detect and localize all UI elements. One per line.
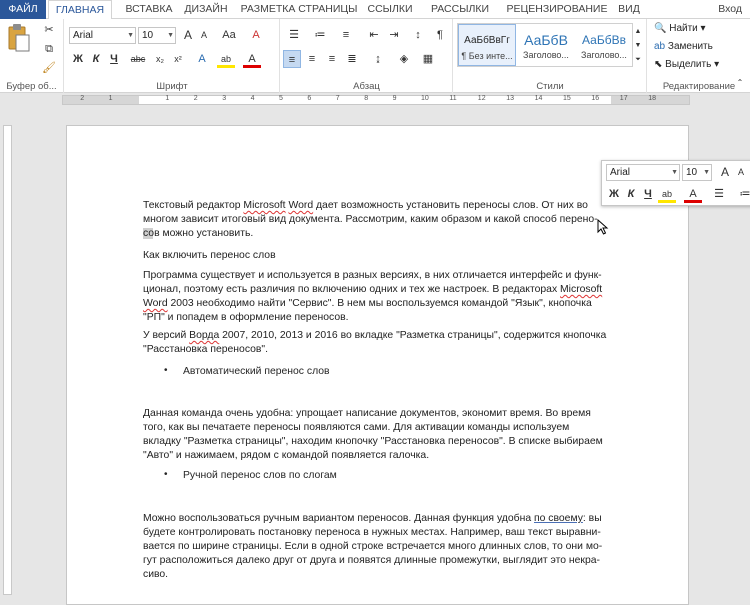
tab-design[interactable]: ДИЗАЙН (184, 3, 228, 15)
ruler-number: 13 (506, 95, 514, 102)
superscript-button[interactable]: x² (174, 54, 182, 64)
font-label: Шрифт (156, 81, 188, 92)
ruler-number: 8 (364, 95, 369, 102)
vertical-ruler (0, 107, 14, 590)
ruler-left-margin (63, 96, 139, 104)
justify-icon[interactable]: ≣ (347, 53, 357, 65)
ruler-number: 2 (80, 95, 85, 102)
vertical-ruler-track[interactable] (3, 125, 12, 595)
search-icon: 🔍 (654, 23, 667, 34)
underline-button[interactable]: Ч (110, 53, 118, 65)
style-heading1-name: Заголово... (523, 50, 569, 60)
select-label: Выделить (665, 59, 712, 70)
text-line: многом зависит итоговый вид документа. Рассмотрим, каким образом и какой способ перено- (143, 214, 598, 225)
grammar-flag-phrase[interactable]: по своему (534, 513, 583, 524)
ruler-number: 18 (648, 95, 656, 102)
decrease-indent-icon[interactable]: ⇤ (369, 29, 379, 41)
paragraph-1[interactable] (143, 199, 615, 241)
styles-label: Стили (536, 81, 564, 92)
ruler-number: 5 (279, 95, 283, 102)
paste-button[interactable] (6, 23, 32, 63)
tab-references[interactable]: ССЫЛКИ (367, 3, 413, 15)
ribbon-tab-bar (0, 0, 750, 19)
text-line: вается по ширине страницы. Если в одной строке встречается много длинных слов, то они мо- (143, 541, 603, 552)
paragraph-3[interactable] (143, 329, 615, 357)
bullet-item-auto[interactable]: Автоматический перенос слов (183, 366, 330, 377)
bullet-marker: • (164, 469, 168, 480)
ruler-number: 12 (477, 95, 486, 102)
tab-home[interactable]: ГЛАВНАЯ (48, 0, 112, 20)
chevron-down-icon: ▼ (703, 169, 710, 176)
styles-group (454, 19, 647, 93)
mini-underline-button[interactable]: Ч (644, 188, 652, 200)
mini-grow-font-icon[interactable]: A (720, 165, 729, 179)
font-group (65, 19, 280, 93)
document-page[interactable] (66, 125, 689, 605)
text-line: того, как вы печатаете переносы появляются сами. Для активации команды используем (143, 422, 570, 433)
mini-bullets-icon[interactable]: ☰ (714, 188, 724, 200)
ruler-number: 7 (335, 95, 340, 102)
spell-error-word[interactable]: Word (143, 298, 168, 309)
text-line: "Расстановка переносов". (143, 344, 269, 355)
ruler-number: 16 (591, 95, 600, 102)
text-line: вкладку "Разметка страницы", находим кнопочку "Расстановка переносов". В списке выбираем (143, 436, 603, 447)
ruler-number: 1 (165, 95, 170, 102)
text-run: Можно воспользоваться ручным вариантом переносов. Данная функция удобна (143, 513, 534, 524)
align-center-icon[interactable]: ≡ (308, 53, 316, 65)
mouse-pointer-icon (597, 219, 609, 235)
clipboard-label: Буфер об... (6, 81, 57, 92)
style-heading1-preview: АаБбВ (524, 32, 568, 48)
bullets-icon[interactable]: ☰ (289, 29, 299, 41)
clear-format-button[interactable]: A (252, 29, 260, 41)
ribbon (0, 19, 750, 93)
bullet-item-manual[interactable]: Ручной перенос слов по слогам (183, 470, 337, 481)
ruler-number: 15 (563, 95, 571, 102)
style-normal-preview: АаБбВвГг (464, 35, 510, 46)
mini-italic-button[interactable]: К (627, 188, 635, 200)
style-normal[interactable] (458, 24, 516, 66)
replace-icon: ab (654, 41, 666, 52)
text-line: Программа существует и используется в разных версиях, в них отличается интерфейс и функ- (143, 270, 602, 281)
font-name-select[interactable] (69, 27, 136, 44)
clipboard-group (0, 19, 64, 93)
text-run: дает возможность установить переносы слов. От них во (313, 200, 588, 211)
mini-size-value: 10 (686, 167, 698, 178)
ruler-number: 2 (193, 95, 198, 102)
text-line: будете контролировать постановку переноса в нужных местах. Например, ваш текст выравни- (143, 527, 601, 538)
style-heading2[interactable] (575, 24, 633, 66)
shrink-font-button[interactable]: A (200, 30, 207, 40)
ruler-number: 3 (222, 95, 227, 102)
text-run: Текстовый редактор (143, 200, 244, 211)
strikethrough-button[interactable]: abc (130, 54, 146, 64)
tab-review[interactable]: РЕЦЕНЗИРОВАНИЕ (506, 3, 608, 15)
text-run: ционал, поэтому есть различия по включению одних и тех же настроек. В редакторах (143, 284, 561, 295)
text-line: "Авто" и нажимаем, рядом с командой появляется галочка. (143, 450, 430, 461)
chevron-down-icon: ▼ (167, 32, 174, 39)
text-run: : вы (582, 513, 602, 524)
copy-icon[interactable]: ⧉ (45, 43, 53, 55)
change-case-button[interactable]: Aa (222, 29, 236, 41)
text-run: 2007, 2010, 2013 и 2016 во вкладке "Разметка страницы", содержится кнопочка (219, 330, 607, 341)
paragraph-5[interactable] (143, 512, 615, 582)
borders-icon[interactable]: ▦ (422, 53, 434, 65)
sort-icon[interactable]: ↕ (415, 29, 421, 41)
ruler-number: 11 (449, 95, 457, 102)
spell-error-word[interactable]: Word (288, 200, 314, 211)
find-label: Найти (669, 23, 698, 34)
text-line: сиво. (143, 569, 169, 580)
heading-hyphenation[interactable]: Как включить перенос слов (143, 250, 276, 261)
editing-group (648, 19, 750, 93)
cut-icon[interactable]: ✂ (44, 24, 54, 36)
tab-file[interactable]: ФАЙЛ (0, 0, 46, 19)
select-button[interactable]: ⬉ Выделить ▾ (654, 59, 720, 70)
collapse-ribbon-icon[interactable]: ⌃ (736, 78, 744, 87)
mini-font-value: Arial (610, 167, 631, 178)
styles-gallery[interactable] (457, 23, 633, 67)
text-run: 2003 необходимо найти "Сервис". В нем мы воспользуемся командой "Язык", кнопочка (167, 298, 592, 309)
highlight-icon[interactable]: ab (217, 50, 235, 68)
italic-button[interactable]: К (92, 53, 100, 65)
ruler-number: 14 (534, 95, 543, 102)
subscript-button[interactable]: x₂ (156, 54, 164, 64)
paragraph-2[interactable] (143, 269, 615, 325)
ruler-number: 10 (421, 95, 429, 102)
tab-mailings[interactable]: РАССЫЛКИ (430, 3, 490, 15)
ruler-number: 6 (307, 95, 312, 102)
show-marks-button[interactable]: ¶ (437, 29, 443, 41)
mini-bold-button[interactable]: Ж (609, 188, 619, 200)
mini-size-select[interactable] (682, 164, 712, 181)
tab-view[interactable]: ВИД (618, 3, 640, 15)
ruler-track[interactable] (62, 95, 690, 105)
chevron-down-icon: ▼ (671, 169, 678, 176)
sign-in-link[interactable]: Вход (718, 3, 742, 15)
bullet-marker: • (164, 365, 168, 376)
line-spacing-icon[interactable]: ↨ (375, 53, 381, 65)
mini-font-color-icon[interactable]: A (684, 185, 702, 203)
mini-numbering-icon[interactable]: ≔ (739, 188, 750, 200)
find-button[interactable]: 🔍 Найти ▾ (654, 23, 706, 34)
align-right-icon[interactable]: ≡ (328, 53, 336, 65)
chevron-down-icon: ▼ (127, 32, 134, 39)
horizontal-ruler (0, 93, 750, 107)
style-heading2-preview: АаБбВв (582, 33, 626, 47)
increase-indent-icon[interactable]: ⇥ (389, 29, 399, 41)
text-line: "РП" и попадем в оформление переносов. (143, 312, 349, 323)
paragraph-group (281, 19, 453, 93)
ruler-number: 4 (250, 95, 255, 102)
tab-insert[interactable]: ВСТАВКА (125, 3, 173, 15)
text-effects-icon[interactable]: A (198, 53, 206, 65)
gallery-down-icon[interactable]: ▼ (634, 42, 642, 49)
spell-error-word[interactable]: Microsoft (243, 200, 286, 211)
gallery-more-icon[interactable]: ⏷ (635, 56, 641, 63)
gallery-up-icon[interactable]: ▲ (634, 28, 642, 35)
font-size-value: 10 (142, 30, 154, 41)
spell-error-word[interactable]: Ворда (189, 330, 220, 341)
text-line: гут расположиться далеко друг от друга и появятся длинные промежутки, выглядит это некра- (143, 555, 600, 566)
cursor-select-icon: ⬉ (654, 59, 663, 70)
replace-button[interactable] (654, 41, 713, 52)
style-heading1[interactable] (517, 24, 575, 66)
tab-layout[interactable]: РАЗМЕТКА СТРАНИЦЫ (240, 3, 358, 15)
style-heading2-name: Заголово... (581, 50, 627, 60)
font-color-icon[interactable]: A (243, 50, 261, 68)
shading-icon[interactable]: ◈ (399, 53, 409, 65)
style-normal-name: ¶ Без инте... (461, 51, 513, 61)
spell-error-word[interactable]: Microsoft (560, 284, 603, 295)
mini-toolbar (601, 160, 750, 206)
text-line: сов можно установить. (143, 228, 254, 239)
editing-label: Редактирование (662, 81, 736, 92)
replace-label: Заменить (667, 41, 713, 52)
mini-highlight-icon[interactable]: ab (658, 185, 676, 203)
mini-font-select[interactable] (606, 164, 680, 181)
bold-button[interactable]: Ж (73, 53, 83, 65)
ruler-number: 1 (108, 95, 113, 102)
text-line: Данная команда очень удобна: упрощает написание документов, экономит время. Во время (143, 408, 591, 419)
multilevel-list-icon[interactable]: ≡ (342, 29, 350, 41)
numbering-icon[interactable]: ≔ (314, 29, 326, 41)
paste-icon (6, 23, 30, 53)
mini-shrink-font-icon[interactable]: A (737, 167, 744, 177)
font-name-value: Arial (73, 30, 94, 41)
font-size-select[interactable] (138, 27, 176, 44)
align-left-icon[interactable]: ≡ (283, 50, 301, 68)
text-run: У версий (143, 330, 190, 341)
paragraph-label: Абзац (353, 81, 380, 92)
paragraph-4[interactable] (143, 407, 615, 463)
grow-font-button[interactable]: A (183, 28, 192, 42)
ruler-number: 9 (392, 95, 397, 102)
format-painter-icon[interactable]: 🖌 (42, 62, 56, 74)
ruler-number: 17 (619, 95, 628, 102)
